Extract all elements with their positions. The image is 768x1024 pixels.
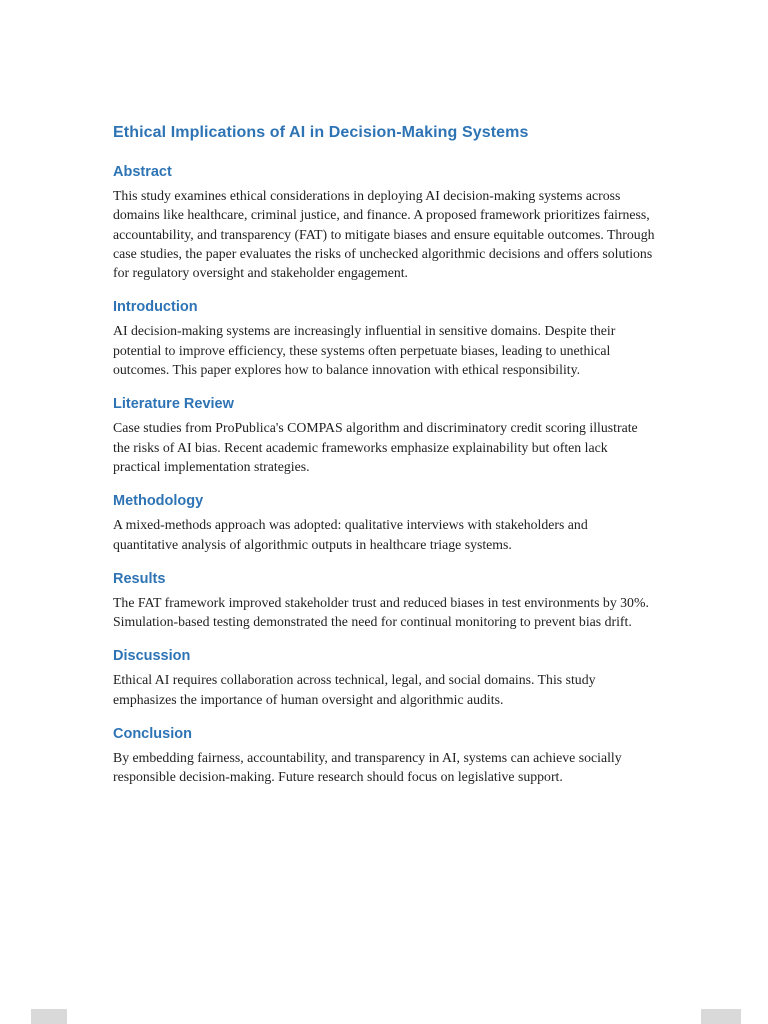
section-conclusion [113, 726, 656, 787]
next-page-edge-right [701, 1009, 741, 1024]
section-heading-methodology: Methodology [113, 493, 204, 510]
section-body-methodology: A mixed-methods approach was adopted: qualitative interviews with stakeholders and quantitative analysis of algorithmic outputs in healthcare triage systems. [113, 517, 588, 552]
document-title: Ethical Implications of AI in Decision-Making Systems [113, 124, 529, 141]
section-body-discussion: Ethical AI requires collaboration across technical, legal, and social domains. This study emphasizes the importance of human oversight and algorithmic audits. [113, 672, 596, 707]
section-heading-discussion: Discussion [113, 648, 191, 665]
section-body-conclusion: By embedding fairness, accountability, and transparency in AI, systems can achieve socially responsible decision-making. Future research should focus on legislative support. [113, 750, 622, 785]
section-abstract [113, 164, 656, 282]
section-methodology [113, 493, 656, 554]
section-body-abstract: This study examines ethical considerations in deploying AI decision-making systems across domains like healthcare, criminal justice, and finance. A proposed framework prioritizes fairness, accountability, and transparency (FAT) to mitigate biases and ensure equitable outcomes. Through case studies, the paper evaluates the risks of unchecked algorithmic decisions and offers solutions for regulatory oversight and stakeholder engagement. [113, 188, 655, 281]
section-literature-review [113, 396, 656, 476]
section-discussion [113, 648, 656, 709]
section-heading-results: Results [113, 570, 166, 587]
section-body-results: The FAT framework improved stakeholder trust and reduced biases in test environments by 30%. Simulation-based testing demonstrated the need for continual monitoring to prevent bias drift. [113, 594, 649, 630]
section-heading-conclusion: Conclusion [113, 726, 192, 743]
section-introduction [113, 299, 656, 379]
next-page-edge-left [31, 1009, 67, 1024]
section-results [113, 571, 656, 632]
section-body-literature-review: Case studies from ProPublica's COMPAS algorithm and discriminatory credit scoring illustrate the risks of AI bias. Recent academic frameworks emphasize explainability but often lack practical implementation strategies. [113, 420, 638, 474]
section-body-introduction: AI decision-making systems are increasingly influential in sensitive domains. Despite their potential to improve efficiency, these systems often perpetuate biases, leading to unethical outcomes. This paper explores how to balance innovation with ethical responsibility. [113, 323, 616, 378]
section-heading-abstract: Abstract [113, 164, 172, 180]
section-heading-literature-review: Literature Review [113, 396, 234, 413]
section-heading-introduction: Introduction [113, 299, 198, 316]
document-content [113, 124, 656, 804]
